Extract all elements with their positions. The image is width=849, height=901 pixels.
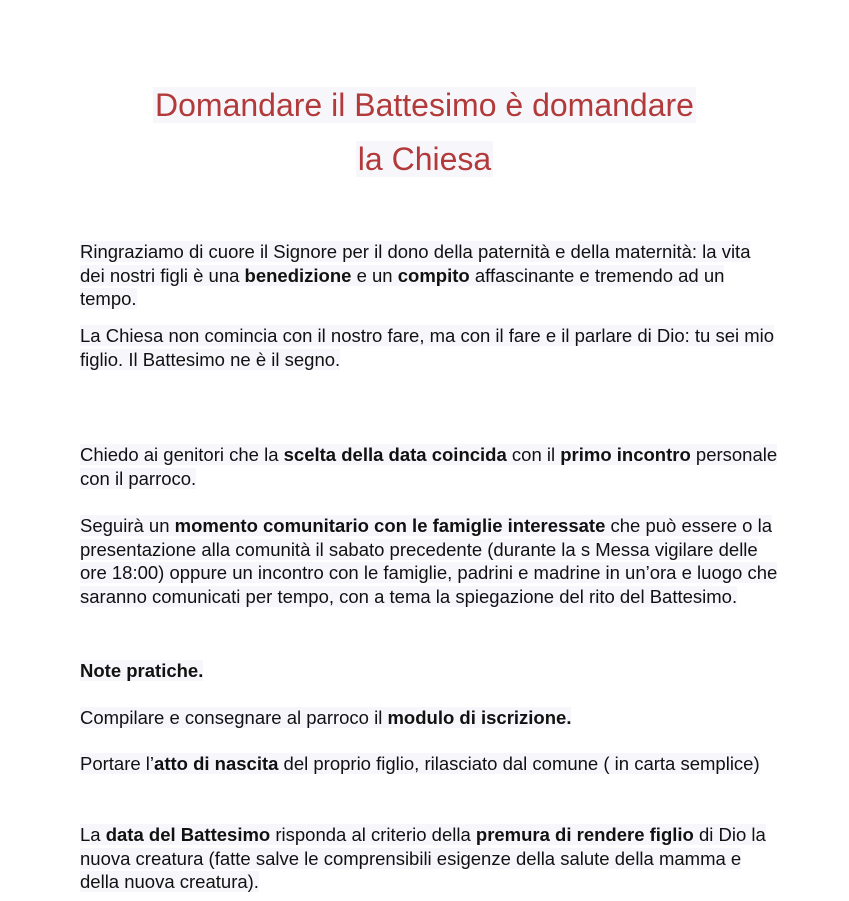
title-line-2: la Chiesa: [357, 141, 492, 177]
paragraph-date-choice: Chiedo ai genitori che la scelta della data coincida con il primo incontro personale con il parroco.: [80, 444, 778, 489]
paragraph-baptism-date: La data del Battesimo risponda al criterio della premura di rendere figlio di Dio la nuova creatura (fatte salve le comprensibili esigenze della salute della mamma e della nuova creatura).: [80, 824, 766, 892]
paragraph-community-moment: Seguirà un momento comunitario con le famiglie interessate che può essere o la presentazione alla comunità il sabato precedente (durante la s Messa vigilare delle ore 18:00) oppure un incontro con le famiglie, padrini e madrine in un’ora e luogo che saranno comunicati per tempo, con a tema la spiegazione del rito del Battesimo.: [80, 515, 778, 607]
paragraph-church: La Chiesa non comincia con il nostro fare, ma con il fare e il parlare di Dio: tu sei mio figlio. Il Battesimo ne è il segno.: [80, 325, 775, 370]
title-line-1: Domandare il Battesimo è domandare: [155, 87, 694, 123]
paragraph-registration-form: Compilare e consegnare al parroco il modulo di iscrizione.: [80, 707, 572, 728]
paragraph-intro: Ringraziamo di cuore il Signore per il dono della paternità e della maternità: la vita dei nostri figli è una benedizione e un compito affascinante e tremendo ad un tempo.: [80, 241, 751, 309]
paragraph-practical-notes-heading: Note pratiche.: [80, 660, 204, 681]
paragraph-birth-certificate: Portare l’atto di nascita del proprio figlio, rilasciato dal comune ( in carta semplice): [80, 753, 760, 774]
document-title: [0, 78, 849, 186]
